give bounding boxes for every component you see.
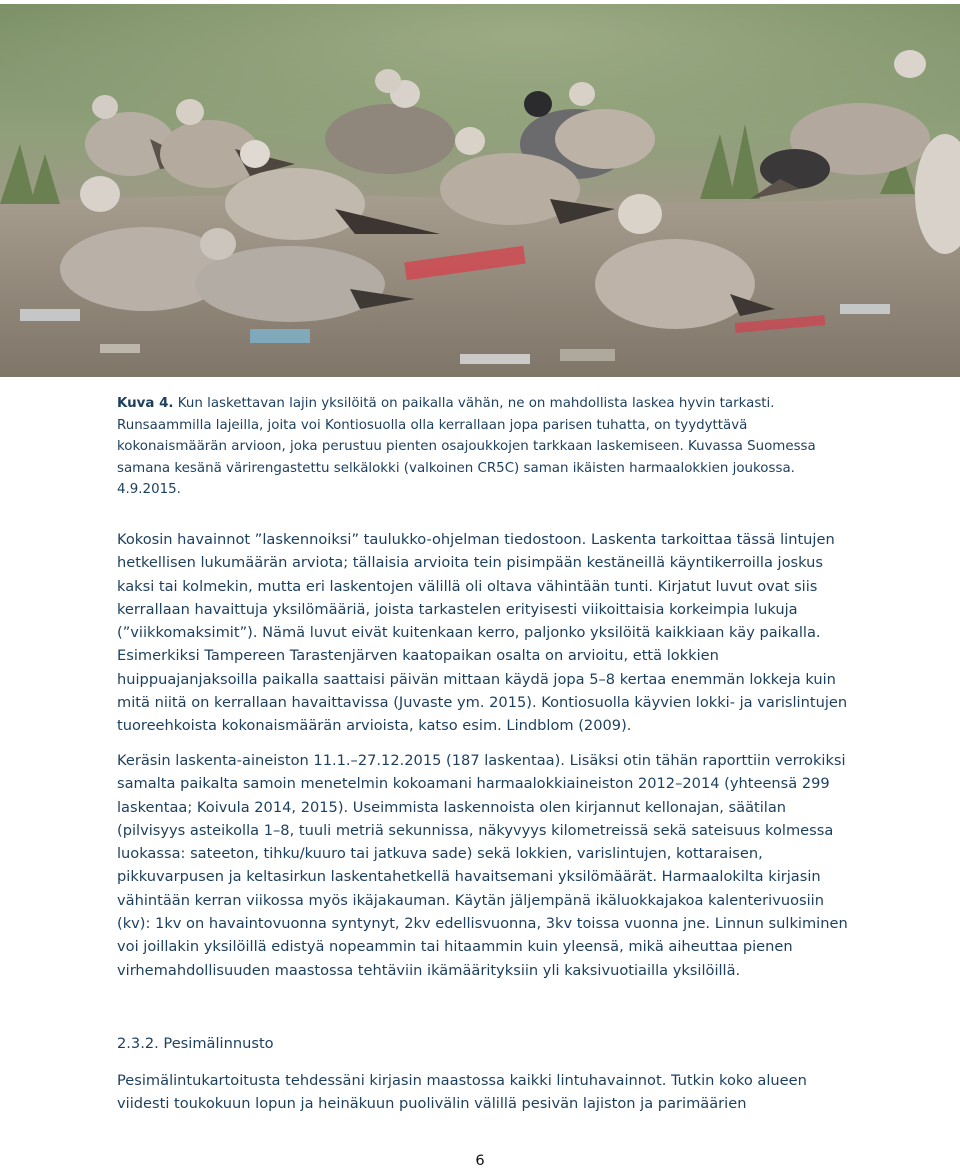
section-heading: 2.3.2. Pesimälinnusto xyxy=(117,1035,274,1052)
paragraph-breeding-birds: Pesimälintukartoitusta tehdessäni kirjasin maastossa kaikki lintuhavainnot. Tutkin koko alueen viidesti toukokuun lopun ja heinäkuun puolivälin välillä pesivän lajiston ja parimäärien xyxy=(117,1072,807,1113)
paragraph-dataset: Keräsin laskenta-aineiston 11.1.–27.12.2015 (187 laskentaa). Lisäksi otin tähän raporttiin verrokiksi samalta paikalta samoin menetelmin kokoamani harmaalokkiaineiston 2012–2014 (yhteensä 299 laskentaa; Koivula 2014, 2015). Useimmista laskennoista olen kirjannut kellonajan, säätilan (pilvisyys asteikolla 1–8, tuuli metriä sekunnissa, näkyvyys kilometreissä sekä sateisuus kolmessa luokassa: sateeton, tihku/kuuro tai jatkuva sade) sekä lokkien, varislintujen, kottaraisen, pikkuvarpusen ja keltasirkun laskentahetkellä havaitsemani yksilömäärät. Harmaalokilta kirjasin vähintään kerran viikossa myös ikäjakauman. Käytän jäljempänä ikäluokkajakoa kalenterivuosiin (kv): 1kv on havaintovuonna syntynyt, 2kv edellisvuonna, 3kv toissa vuonna jne. Linnun sulkiminen voi joillakin yksilöillä edistyä nopeammin tai hitaammin kuin yleensä, mikä aiheuttaa pienen virhemahdollisuuden maastossa tehtäviin ikämäärityksiin yli kaksivuotiailla yksilöillä. xyxy=(117,752,848,979)
paragraph-counting-method: Kokosin havainnot ”laskennoiksi” taulukko-ohjelman tiedostoon. Laskenta tarkoittaa tässä lintujen hetkellisen lukumäärän arviota; tällaisia arvioita tein pisimpään kestäneillä käyntikerroilla joskus kaksi tai kolmekin, mutta eri laskentojen välillä oli oltava vähintään tunti. Kirjatut luvut ovat siis kerrallaan havaittuja yksilömääriä, joista tarkastelen erityisesti viikoittaisia korkeimpia lukuja (”viikkomaksimit”). Nämä luvut eivät kuitenkaan kerro, paljonko yksilöitä kaikkiaan käy paikalla. Esimerkiksi Tampereen Tarastenjärven kaatopaikan osalta on arvioitu, että lokkien huippuajanjaksoilla paikalla saattaisi päivän mittaan käydä jopa 5–8 kertaa enemmän lokkeja kuin mitä niitä on kerrallaan havaittavissa (Juvaste ym. 2015). Kontiosuolla käyvien lokki- ja varislintujen tuoreehkoista kokonaismäärän arvioista, katso esim. Lindblom (2009). xyxy=(117,531,848,735)
page-number: 6 xyxy=(475,1152,485,1169)
figure-caption-text: Kun laskettavan lajin yksilöitä on paikalla vähän, ne on mahdollista laskea hyvin tarkasti. Runsaammilla lajeilla, joita voi Kontiosuolla olla kerrallaan jopa parisen tuhatta, on tyydyttävä kokonaismäärän arvioon, joka perustuu pienten osajoukkojen tarkkaan laskemiseen. Kuvassa Suomessa samana kesänä värirengastettu selkälokki (valkoinen CR5C) saman ikäisten harmaalokkien joukossa. 4.9.2015. xyxy=(117,396,816,498)
figure-caption xyxy=(117,393,857,501)
figure-label: Kuva 4. xyxy=(117,396,174,411)
gulls-photo xyxy=(0,4,960,377)
